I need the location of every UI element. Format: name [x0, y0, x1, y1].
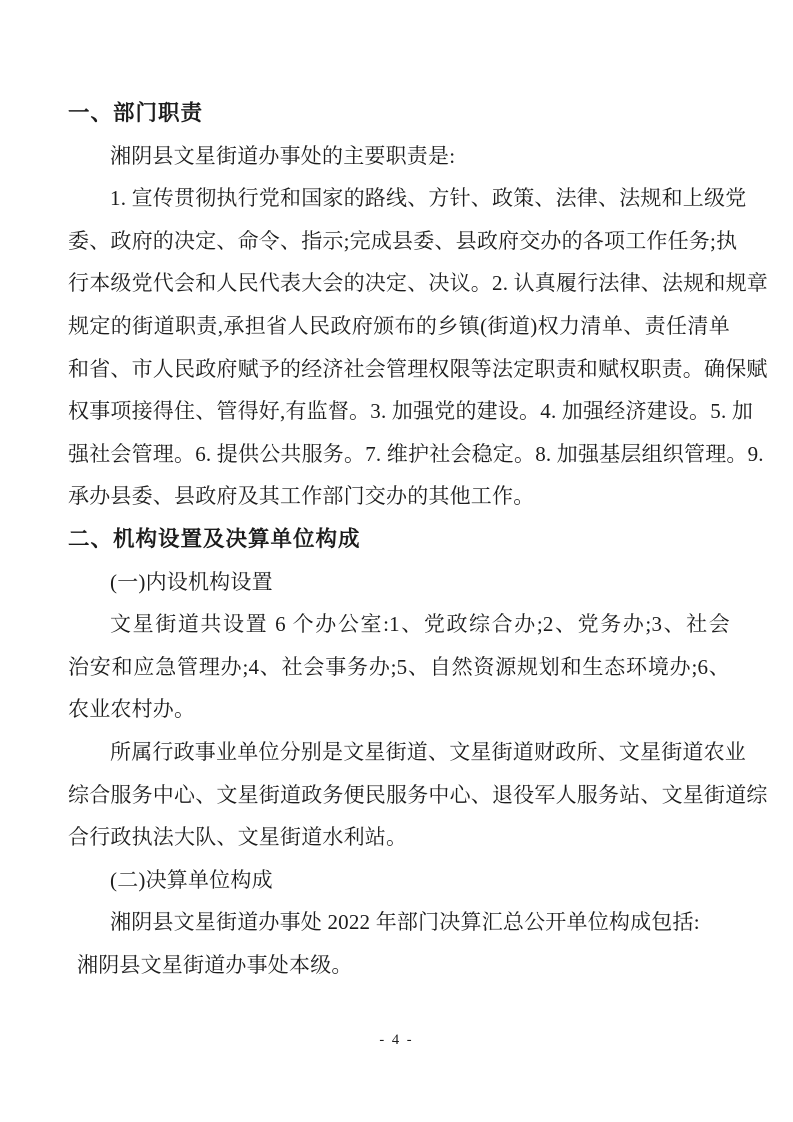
- text-line: 1. 宣传贯彻执行党和国家的路线、方针、政策、法律、法规和上级党: [110, 186, 747, 211]
- text-line: 湘阴县文星街道办事处本级。: [77, 952, 353, 977]
- page-number: - 4 -: [379, 1032, 414, 1049]
- section-heading-1: 一、部门职责: [68, 101, 204, 125]
- text-line: 文星街道共设置 6 个办公室:1、党政综合办;2、党务办;3、社会: [110, 612, 730, 637]
- text-line: 合行政执法大队、文星街道水利站。: [68, 825, 408, 850]
- subsection-heading: (一)内设机构设置: [110, 569, 273, 594]
- text-line: 强社会管理。6. 提供公共服务。7. 维护社会稳定。8. 加强基层组织管理。9.: [68, 441, 764, 466]
- text-line: 湘阴县文星街道办事处的主要职责是:: [110, 143, 456, 168]
- text-line: 委、政府的决定、命令、指示;完成县委、县政府交办的各项工作任务;执: [68, 228, 738, 253]
- text-line: 权事项接得住、管得好,有监督。3. 加强党的建设。4. 加强经济建设。5. 加: [68, 399, 754, 424]
- subsection-heading: (二)决算单位构成: [110, 867, 273, 892]
- text-line: 承办县委、县政府及其工作部门交办的其他工作。: [68, 484, 535, 509]
- text-line: 规定的街道职责,承担省人民政府颁布的乡镇(街道)权力清单、责任清单: [68, 313, 730, 338]
- text-line: 行本级党代会和人民代表大会的决定、决议。2. 认真履行法律、法规和规章: [68, 271, 768, 296]
- text-line: 治安和应急管理办;4、社会事务办;5、自然资源规划和生态环境办;6、: [68, 654, 730, 679]
- text-line: 所属行政事业单位分别是文星街道、文星街道财政所、文星街道农业: [110, 739, 746, 764]
- section-heading-2: 二、机构设置及决算单位构成: [68, 526, 361, 551]
- text-line: 湘阴县文星街道办事处 2022 年部门决算汇总公开单位构成包括:: [110, 910, 700, 935]
- text-line: 和省、市人民政府赋予的经济社会管理权限等法定职责和赋权职责。确保赋: [68, 356, 768, 381]
- text-line: 农业农村办。: [68, 697, 196, 722]
- text-line: 综合服务中心、文星街道政务便民服务中心、退役军人服务站、文星街道综: [68, 782, 768, 807]
